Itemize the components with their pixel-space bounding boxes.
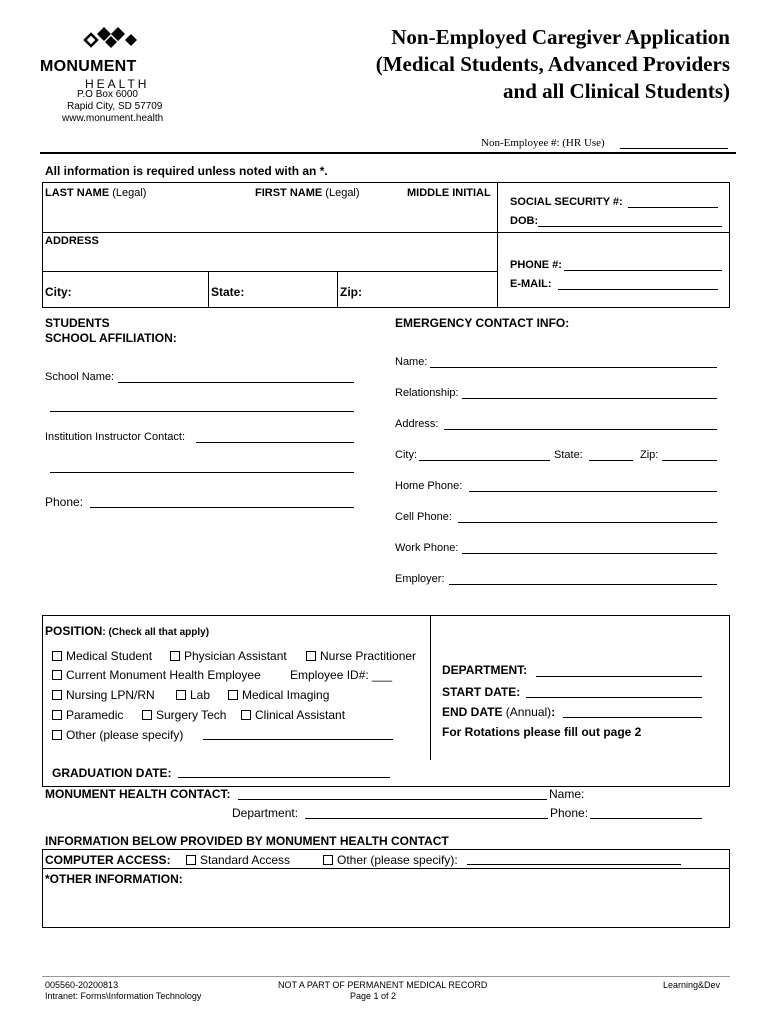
mh-contact-department-label: Department: [232, 806, 299, 820]
ec-state-field[interactable] [589, 460, 633, 461]
non-employee-number-label: Non-Employee #: (HR Use) [481, 137, 605, 149]
logo-wordmark: MONUMENT [40, 58, 137, 75]
ec-work-phone-field[interactable] [462, 553, 717, 554]
graduation-date-field[interactable] [178, 777, 390, 778]
personal-box-divider [497, 182, 498, 307]
department-label: DEPARTMENT: [442, 663, 528, 677]
ec-employer-label: Employer: [395, 573, 445, 585]
checkbox-icon[interactable] [142, 710, 152, 720]
header-divider [40, 152, 736, 154]
dob-row-divider [497, 232, 729, 233]
access-box-right [729, 849, 730, 927]
checkbox-icon[interactable] [52, 710, 62, 720]
mh-contact-phone-label: Phone: [550, 806, 589, 820]
ec-zip-field[interactable] [662, 460, 717, 461]
dob-label: DOB: [510, 215, 539, 227]
end-date-field[interactable] [563, 717, 702, 718]
option-clinical-assistant[interactable]: Clinical Assistant [241, 708, 345, 722]
start-date-field[interactable] [526, 697, 702, 698]
emergency-contact-heading: EMERGENCY CONTACT INFO: [395, 316, 570, 330]
position-box-top [42, 615, 730, 616]
checkbox-icon[interactable] [306, 651, 316, 661]
phone-label: PHONE #: [510, 259, 562, 271]
address-row-divider [42, 271, 497, 272]
school-phone-field[interactable] [90, 507, 354, 508]
instructor-label: Institution Instructor Contact: [45, 431, 186, 443]
end-date-label: END DATE (Annual): [442, 705, 556, 719]
footer-department: Learning&Dev [663, 980, 721, 990]
school-name-field-2[interactable] [50, 411, 354, 412]
option-paramedic[interactable]: Paramedic [52, 708, 123, 722]
logo-subtitle: HEALTH [85, 77, 150, 91]
access-box-left [42, 849, 43, 927]
checkbox-icon[interactable] [52, 690, 62, 700]
school-name-label: School Name: [45, 371, 115, 383]
org-address-line: Rapid City, SD 57709 [67, 101, 163, 112]
last-name-field[interactable]: LAST NAME (Legal) [45, 187, 147, 199]
personal-box-right [729, 182, 730, 307]
rotations-note: For Rotations please fill out page 2 [442, 725, 642, 739]
ssn-field[interactable] [628, 207, 718, 208]
position-heading: POSITION: (Check all that apply) [45, 624, 210, 638]
first-name-field[interactable]: FIRST NAME (Legal) [255, 187, 360, 199]
personal-box-left [42, 182, 43, 307]
access-box-bottom [42, 927, 730, 928]
state-field[interactable]: State: [211, 285, 245, 299]
department-field[interactable] [536, 676, 702, 677]
other-position-field[interactable] [203, 739, 393, 740]
form-code: 005560-20200813 [45, 980, 119, 990]
instructor-field-2[interactable] [50, 472, 354, 473]
position-box-left [42, 615, 43, 786]
form-title: Non-Employed Caregiver Application (Medical Students, Advanced Providers and all Clinical Students) [375, 25, 730, 103]
mh-contact-department-field[interactable] [305, 818, 548, 819]
option-medical-student[interactable]: Medical Student [52, 649, 152, 663]
other-access-option[interactable]: Other (please specify): [323, 853, 458, 867]
school-name-field[interactable] [118, 382, 354, 383]
ec-home-phone-label: Home Phone: [395, 480, 463, 492]
address-field[interactable]: ADDRESS [45, 235, 99, 247]
instructor-field[interactable] [196, 442, 354, 443]
ec-address-label: Address: [395, 418, 439, 430]
city-field[interactable]: City: [45, 285, 72, 299]
org-address-line: P.O Box 6000 [77, 89, 138, 100]
checkbox-icon[interactable] [176, 690, 186, 700]
other-access-field[interactable] [467, 864, 681, 865]
footer-notice: NOT A PART OF PERMANENT MEDICAL RECORD [278, 980, 488, 990]
option-lab[interactable]: Lab [176, 688, 210, 702]
option-other[interactable]: Other (please specify) [52, 728, 183, 742]
option-nurse-practitioner[interactable]: Nurse Practitioner [306, 649, 416, 663]
checkbox-icon[interactable] [52, 730, 62, 740]
graduation-date-label: GRADUATION DATE: [52, 766, 172, 780]
students-heading: STUDENTS [45, 316, 110, 330]
checkbox-icon[interactable] [52, 670, 62, 680]
mh-contact-phone-field[interactable] [590, 818, 702, 819]
ec-work-phone-label: Work Phone: [395, 542, 459, 554]
school-phone-label: Phone: [45, 495, 84, 509]
ec-cell-phone-label: Cell Phone: [395, 511, 452, 523]
dob-field[interactable] [538, 226, 722, 227]
checkbox-icon[interactable] [228, 690, 238, 700]
name-row-divider [42, 232, 497, 233]
email-label: E-MAIL: [510, 278, 552, 290]
ec-state-label: State: [554, 449, 583, 461]
ec-home-phone-field[interactable] [469, 491, 717, 492]
checkbox-icon[interactable] [170, 651, 180, 661]
school-affiliation-heading: SCHOOL AFFILIATION: [45, 331, 177, 345]
page-number: Page 1 of 2 [350, 991, 397, 1001]
option-medical-imaging[interactable]: Medical Imaging [228, 688, 329, 702]
standard-access-option[interactable]: Standard Access [186, 853, 290, 867]
mh-contact-label: MONUMENT HEALTH CONTACT: [45, 787, 231, 801]
ec-name-label: Name: [395, 356, 428, 368]
personal-box-bottom [42, 307, 730, 308]
option-surgery-tech[interactable]: Surgery Tech [142, 708, 226, 722]
checkbox-icon[interactable] [186, 855, 196, 865]
required-note: All information is required unless noted with an *. [45, 164, 328, 178]
org-website: www.monument.health [62, 113, 164, 124]
computer-access-label: COMPUTER ACCESS: [45, 853, 171, 867]
ec-employer-field[interactable] [449, 584, 717, 585]
zip-field[interactable]: Zip: [340, 285, 362, 299]
ec-city-field[interactable] [419, 460, 550, 461]
state-zip-divider [337, 271, 338, 307]
personal-box-top [42, 182, 730, 183]
footer-divider [42, 976, 730, 977]
employee-id-field[interactable]: Employee ID#: ___ [290, 668, 393, 682]
phone-field[interactable] [564, 270, 722, 271]
checkbox-icon[interactable] [241, 710, 251, 720]
non-employee-number-field[interactable] [620, 148, 728, 149]
position-box-right [729, 615, 730, 786]
city-state-divider [208, 271, 209, 307]
ec-address-field[interactable] [444, 429, 717, 430]
other-information-field[interactable]: *OTHER INFORMATION: [45, 872, 183, 886]
option-current-employee[interactable]: Current Monument Health Employee [52, 668, 261, 682]
access-box-top [42, 849, 730, 850]
checkbox-icon[interactable] [323, 855, 333, 865]
option-physician-assistant[interactable]: Physician Assistant [170, 649, 287, 663]
mh-contact-name-label: Name: [549, 787, 585, 801]
email-field[interactable] [558, 289, 718, 290]
ec-relationship-label: Relationship: [395, 387, 459, 399]
form-path: Intranet: Forms\Information Technology [45, 991, 202, 1001]
checkbox-icon[interactable] [52, 651, 62, 661]
start-date-label: START DATE: [442, 685, 521, 699]
monument-logo-diamonds-icon [82, 26, 140, 52]
ec-zip-label: Zip: [640, 449, 659, 461]
provided-heading: INFORMATION BELOW PROVIDED BY MONUMENT HEALTH CONTACT [45, 834, 449, 848]
ssn-label: SOCIAL SECURITY #: [510, 196, 623, 208]
option-nursing[interactable]: Nursing LPN/RN [52, 688, 155, 702]
ec-name-field[interactable] [430, 367, 717, 368]
ec-relationship-field[interactable] [462, 398, 717, 399]
ec-city-label: City: [395, 449, 417, 461]
mh-contact-field[interactable] [238, 799, 547, 800]
position-box-divider [430, 615, 431, 760]
middle-initial-field[interactable]: MIDDLE INITIAL [407, 187, 491, 199]
ec-cell-phone-field[interactable] [458, 522, 717, 523]
access-row-divider [42, 868, 730, 869]
